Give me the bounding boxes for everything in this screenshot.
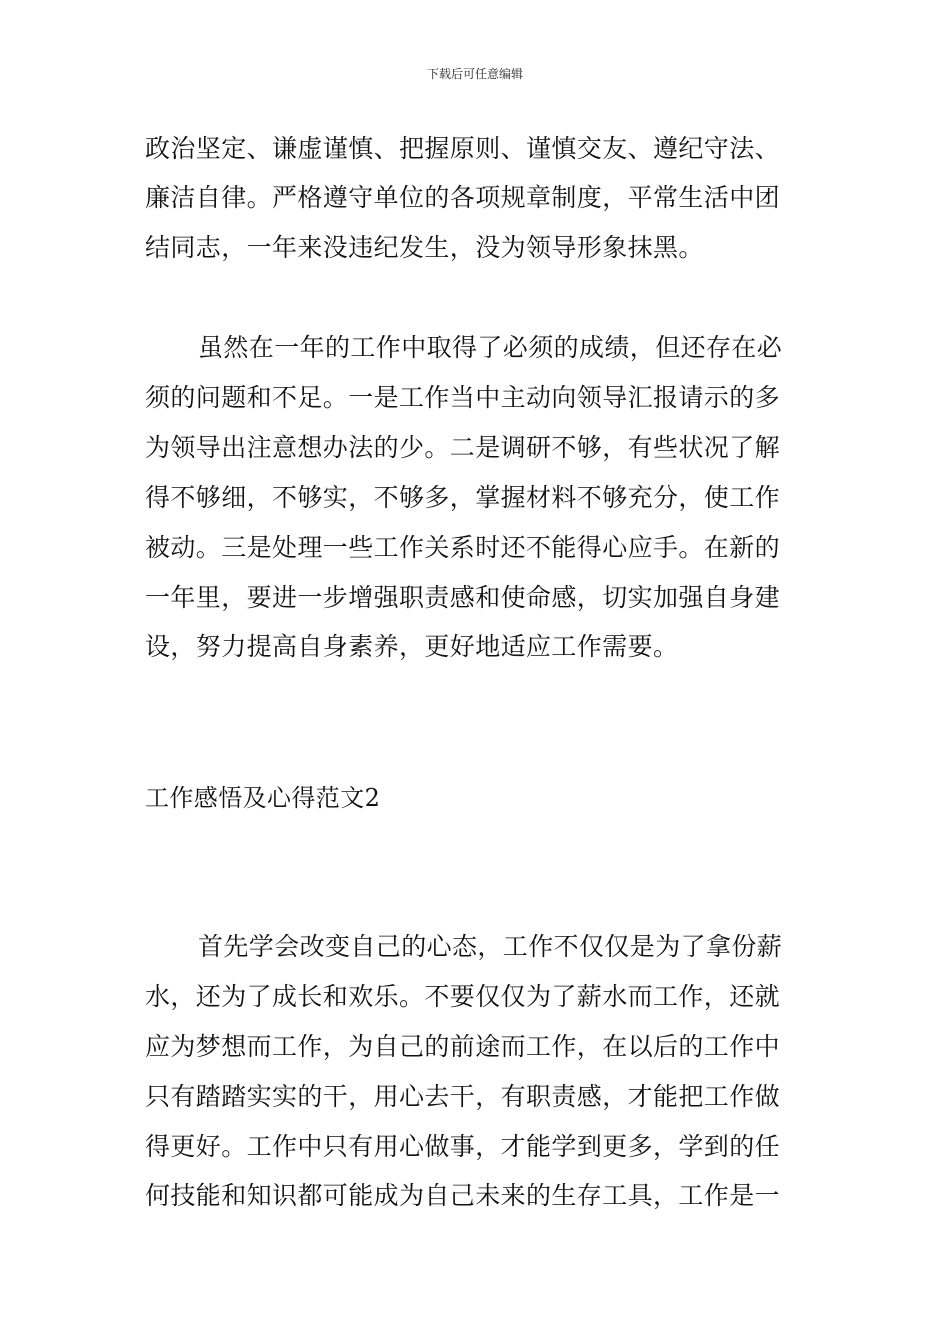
- text-line: 只有踏踏实实的干，用心去干，有职责感，才能把工作做: [145, 1082, 781, 1111]
- text-line: 须的问题和不足。一是工作当中主动向领导汇报请示的多: [145, 383, 781, 412]
- text-line: 设，努力提高自身素养，更好地适应工作需要。: [145, 632, 679, 661]
- text-line: 何技能和知识都可能成为自己未来的生存工具，工作是一: [145, 1181, 781, 1210]
- text-line: 得不够细，不够实，不够多，掌握材料不够充分，使工作: [145, 483, 781, 512]
- text-line: 水，还为了成长和欢乐。不要仅仅为了薪水而工作，还就: [145, 982, 781, 1011]
- text-line: 虽然在一年的工作中取得了必须的成绩，但还存在必: [198, 333, 783, 362]
- page-header: 下载后可任意编辑: [426, 67, 523, 81]
- text-line: 廉洁自律。严格遵守单位的各项规章制度，平常生活中团: [145, 183, 781, 212]
- text-line: 结同志，一年来没违纪发生，没为领导形象抹黑。: [145, 233, 704, 262]
- text-line: 被动。三是处理一些工作关系时还不能得心应手。在新的: [145, 533, 781, 562]
- text-line: 得更好。工作中只有用心做事，才能学到更多，学到的任: [145, 1132, 781, 1161]
- text-line: 为领导出注意想办法的少。二是调研不够，有些状况了解: [145, 433, 781, 462]
- text-line: 一年里，要进一步增强职责感和使命感，切实加强自身建: [145, 583, 781, 612]
- text-line: 政治坚定、谦虚谨慎、把握原则、谨慎交友、遵纪守法、: [145, 134, 781, 163]
- text-line: 应为梦想而工作，为自己的前途而工作，在以后的工作中: [145, 1032, 781, 1061]
- text-line: 首先学会改变自己的心态，工作不仅仅是为了拿份薪: [198, 932, 783, 961]
- section-heading: 工作感悟及心得范文2: [145, 784, 381, 812]
